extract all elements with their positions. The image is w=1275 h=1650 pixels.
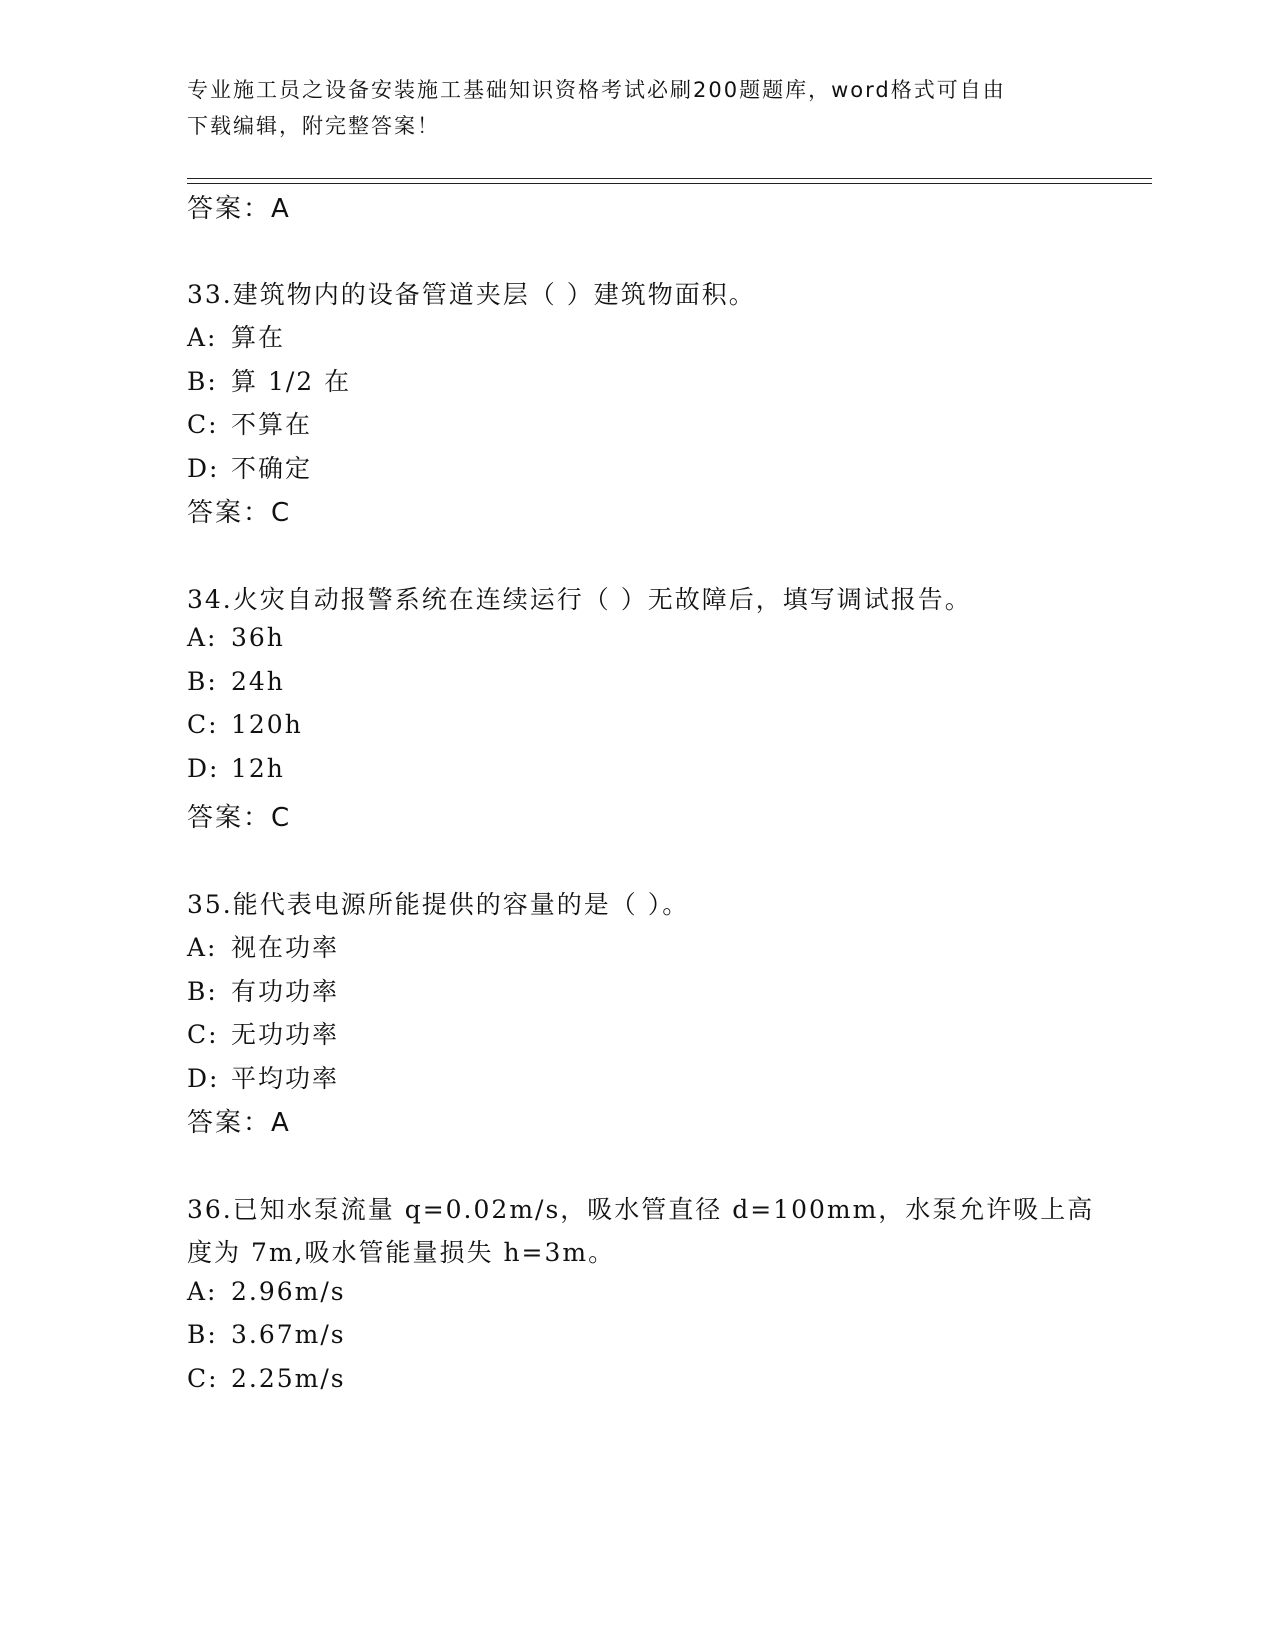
- option-text: 3.67m/s: [231, 1320, 346, 1349]
- option-key: A:: [187, 623, 218, 652]
- option-text: 36h: [231, 623, 285, 652]
- question-33-option-d: [187, 449, 312, 485]
- option-text: 平均功率: [231, 1064, 340, 1093]
- option-text: 视在功率: [231, 933, 340, 962]
- option-key: D:: [187, 454, 220, 483]
- option-text: 算在: [231, 323, 286, 352]
- question-34-option-d: [187, 754, 285, 783]
- option-text: 2.96m/s: [231, 1277, 346, 1306]
- option-text: 算 1/2 在: [231, 367, 352, 396]
- option-key: B:: [187, 977, 218, 1006]
- previous-answer: 答案：A: [187, 194, 291, 224]
- option-key: A:: [187, 1277, 218, 1306]
- option-key: B:: [187, 1320, 218, 1349]
- option-key: C:: [187, 710, 219, 739]
- question-36-option-a: [187, 1277, 346, 1306]
- question-36-stem-line1: 36.已知水泵流量 q=0.02m/s，吸水管直径 d=100mm，水泵允许吸上高: [187, 1195, 1095, 1224]
- document-header: [187, 72, 1067, 144]
- option-key: C:: [187, 410, 219, 439]
- question-33-option-c: [187, 405, 312, 441]
- option-text: 有功功率: [231, 977, 340, 1006]
- option-text: 12h: [231, 754, 285, 783]
- question-35-stem: 35.能代表电源所能提供的容量的是（ ）。: [187, 890, 690, 919]
- option-key: B:: [187, 667, 218, 696]
- option-text: 不确定: [231, 454, 313, 483]
- question-35-option-d: [187, 1059, 339, 1095]
- option-key: D:: [187, 754, 220, 783]
- question-33-answer: 答案：C: [187, 498, 292, 528]
- question-35-option-b: [187, 972, 339, 1008]
- option-text: 24h: [231, 667, 285, 696]
- option-text: 不算在: [231, 410, 313, 439]
- header-title-line1: 专业施工员之设备安装施工基础知识资格考试必刷200题题库，word格式可自由: [187, 78, 1006, 102]
- question-33-option-b: [187, 362, 351, 398]
- header-divider-bottom: [187, 183, 1152, 184]
- question-36-stem-line2: 度为 7m,吸水管能量损失 h=3m。: [187, 1238, 616, 1267]
- question-34-option-b: [187, 667, 285, 696]
- option-key: C:: [187, 1020, 219, 1049]
- option-text: 120h: [231, 710, 303, 739]
- question-34-option-a: [187, 623, 285, 652]
- question-35-option-a: [187, 928, 339, 964]
- question-34-stem: 34.火灾自动报警系统在连续运行（ ）无故障后，填写调试报告。: [187, 585, 972, 614]
- question-36-option-b: [187, 1320, 346, 1349]
- option-text: 无功功率: [231, 1020, 340, 1049]
- question-34-answer: 答案：C: [187, 803, 292, 833]
- question-35-option-c: [187, 1015, 339, 1051]
- question-35-answer: 答案：A: [187, 1108, 291, 1138]
- question-33-stem: 33.建筑物内的设备管道夹层（ ）建筑物面积。: [187, 280, 756, 309]
- option-key: C:: [187, 1364, 219, 1393]
- option-key: A:: [187, 933, 218, 962]
- option-key: A:: [187, 323, 218, 352]
- option-text: 2.25m/s: [231, 1364, 346, 1393]
- header-title-line2: 下载编辑，附完整答案！: [187, 114, 440, 138]
- question-36-option-c: [187, 1364, 346, 1393]
- option-key: D:: [187, 1064, 220, 1093]
- option-key: B:: [187, 367, 218, 396]
- header-divider-top: [187, 178, 1152, 179]
- question-33-option-a: [187, 318, 285, 354]
- question-34-option-c: [187, 710, 303, 739]
